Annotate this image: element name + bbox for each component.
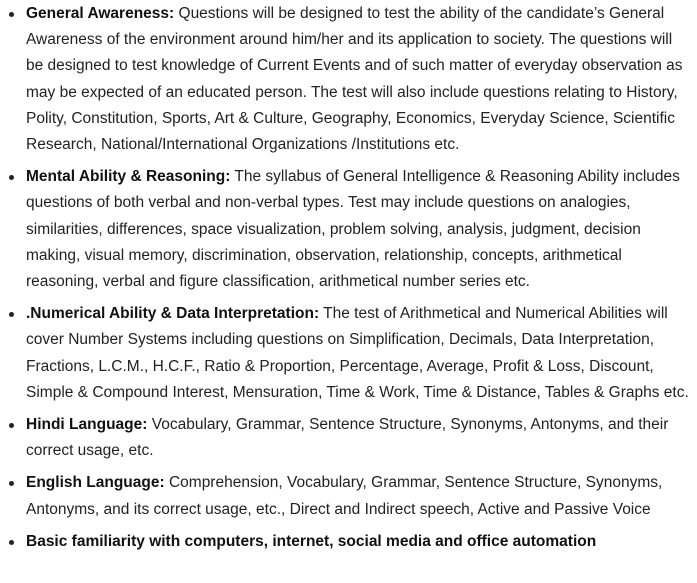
item-title: Basic familiarity with computers, internet, social media and office automation [26, 532, 597, 550]
list-item-hindi-language [0, 412, 697, 464]
item-title: .Numerical Ability & Data Interpretation: [26, 305, 320, 323]
item-title: English Language: [26, 474, 165, 492]
list-item-mental-ability [0, 164, 697, 295]
item-text: Questions will be designed to test the ability of the candidate’s General Awareness of the environment around him/her and its application to society. The questions will be designed to test knowledge of Current Events and of such matter of everyday observation as may be expected of an educated person. The test will also include questions relating to History, Polity, Constitution, Sports, Art & Culture, Geography, Economics, Everyday Science, Scientific Research, National/International Organizations /Institutions etc. [26, 5, 683, 154]
list-item-english-language [0, 470, 697, 522]
item-title: Mental Ability & Reasoning: [26, 168, 231, 186]
item-title: General Awareness: [26, 5, 175, 22]
item-title: Hindi Language: [26, 416, 148, 434]
list-item-numerical-ability [0, 301, 697, 406]
list-item-general-awareness [0, 1, 697, 158]
list-item-computer-familiarity [0, 529, 697, 555]
item-text: Comprehension, Vocabulary, Grammar, Sentence Structure, Synonyms, Antonyms, and its correct usage, etc., Direct and Indirect speech, Active and Passive Voice [26, 474, 663, 518]
item-text: The syllabus of General Intelligence & Reasoning Ability includes questions of both verbal and non-verbal types. Test may include questions on analogies, similarities, differences, space visualization, problem solving, analysis, judgment, decision making, visual memory, discrimination, observation, relationship, concepts, arithmetical reasoning, verbal and figure classification, arithmetical number series etc. [26, 168, 680, 291]
item-text: The test of Arithmetical and Numerical Abilities will cover Number Systems including questions on Simplification, Decimals, Data Interpretation, Fractions, L.C.M., H.C.F., Ratio & Proportion, Percentage, Average, Profit & Loss, Discount, Simple & Compound Interest, Mensuration, Time & Work, Time & Distance, Tables & Graphs etc. [26, 305, 689, 401]
item-text: Vocabulary, Grammar, Sentence Structure, Synonyms, Antonyms, and their correct usage, etc. [26, 416, 669, 460]
